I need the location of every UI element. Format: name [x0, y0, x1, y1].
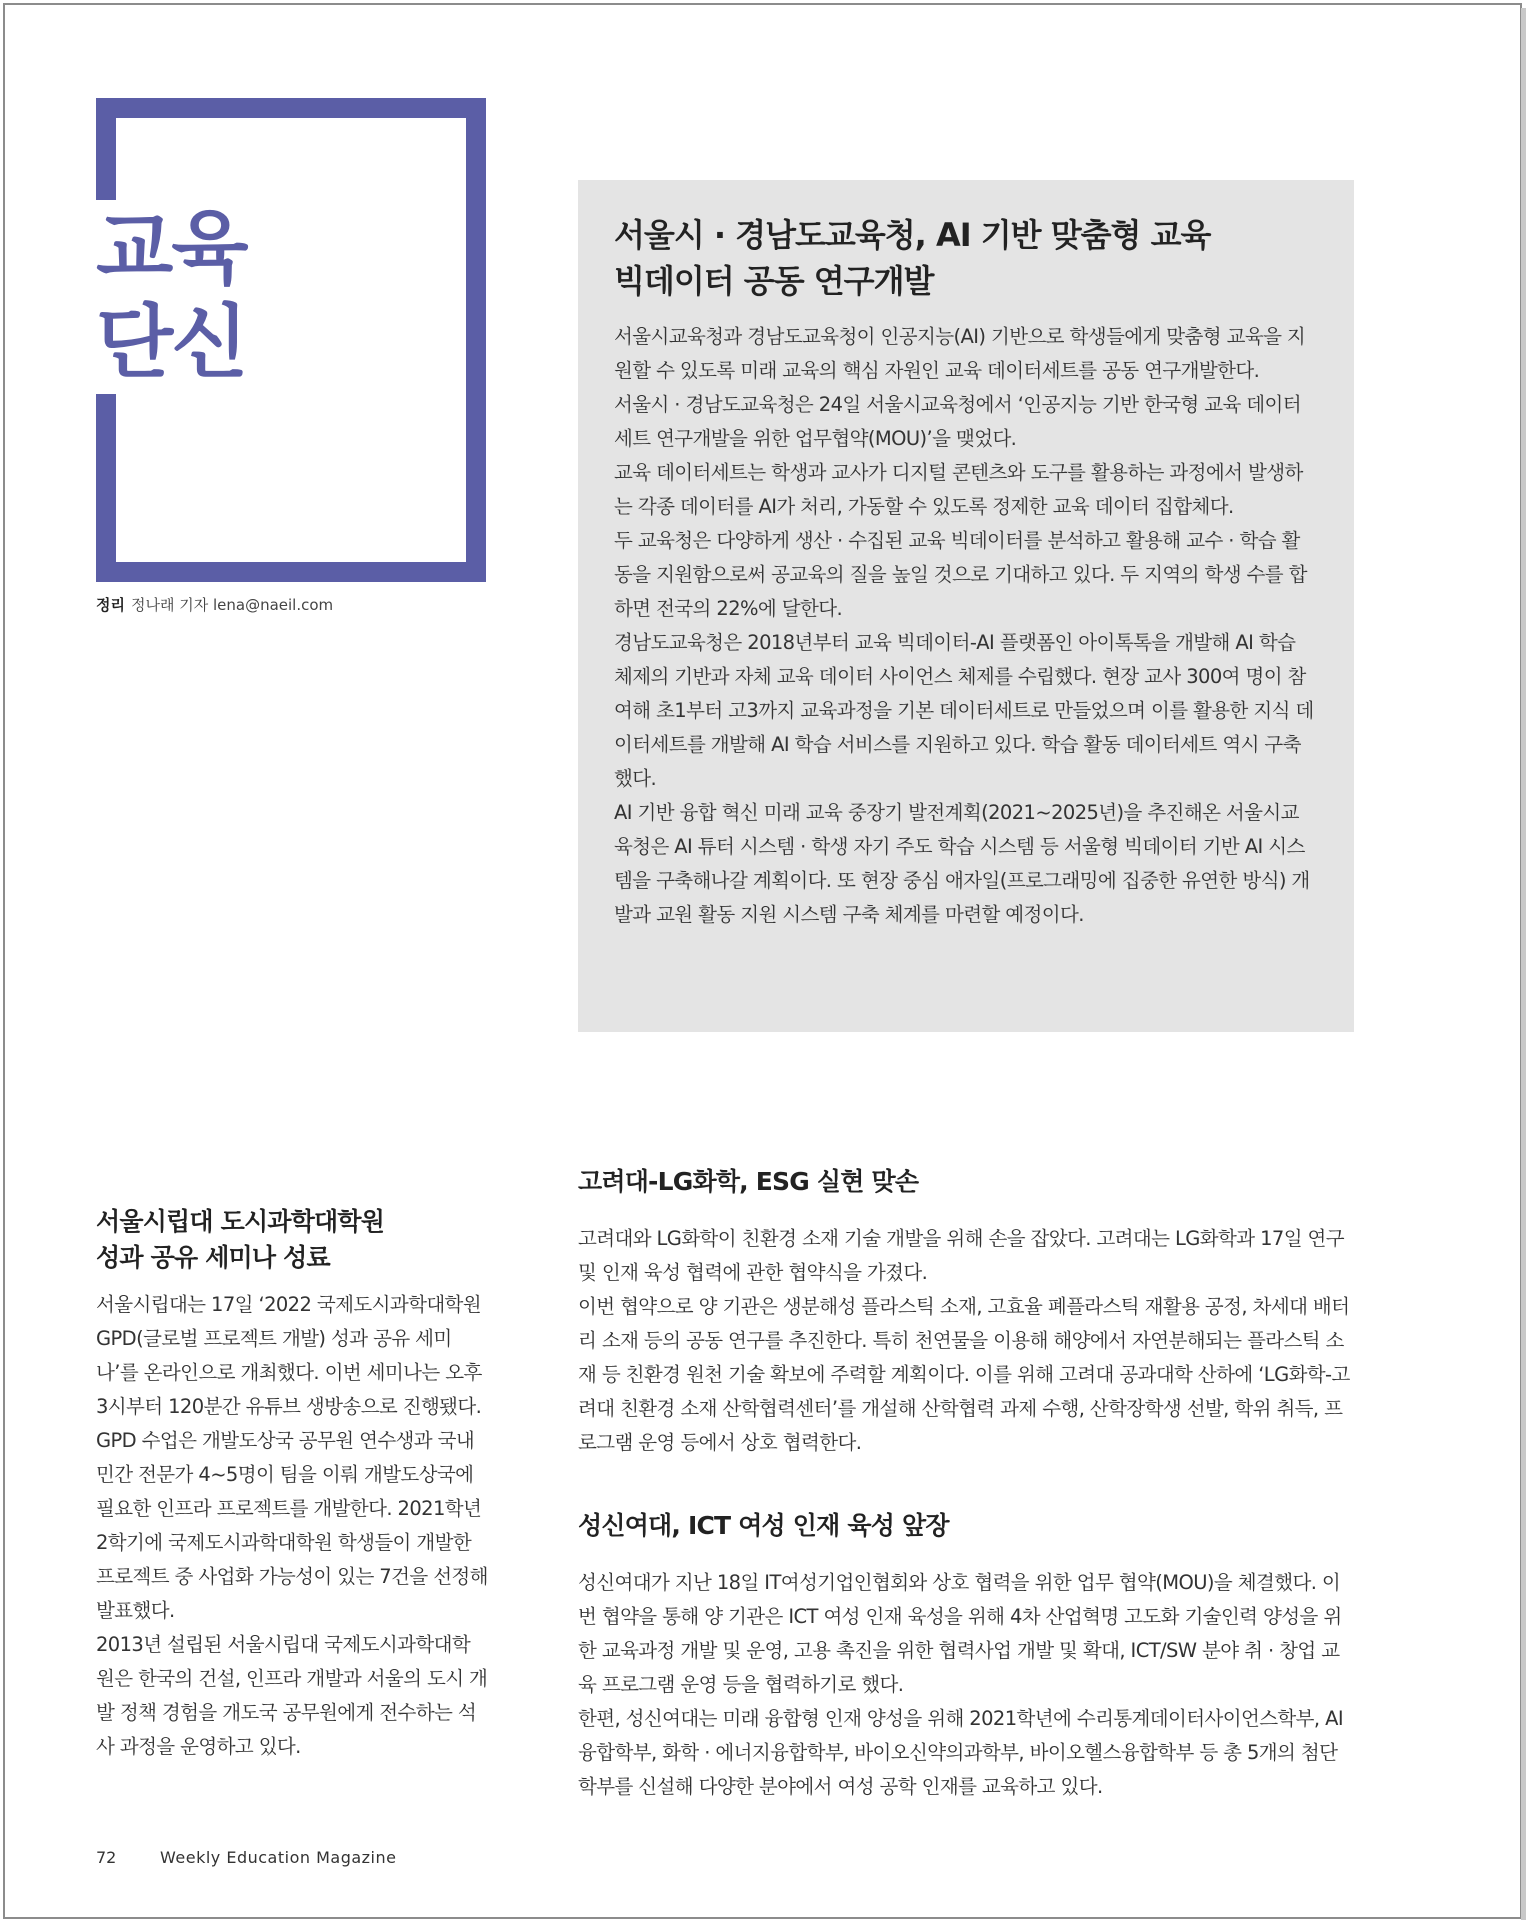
sungshin-article-body: [578, 1566, 1354, 1804]
page-shadow: [1521, 8, 1526, 1920]
magazine-name: Weekly Education Magazine: [160, 1848, 397, 1867]
main-article-paragraph: 서울시 · 경남도교육청은 24일 서울시교육청에서 ‘인공지능 기반 한국형 교육 데이터세트 연구개발을 위한 업무협약(MOU)’을 맺었다.: [614, 393, 1302, 450]
section-title-line2: 단신: [96, 296, 247, 389]
left-article-paragraph: GPD 수업은 개발도상국 공무원 연수생과 국내 민간 전문가 4~5명이 팀을 이뤄 개발도상국에 필요한 인프라 프로젝트를 개발한다. 2021학년 2학기에 국제도시과학대학원 학생들이 개발한 프로젝트 중 사업화 가능성이 있는 7건을 선정해 발표했다.: [96, 1429, 488, 1622]
main-article-body: [614, 320, 1314, 932]
korea-article-title: [578, 1164, 1354, 1200]
byline-label: 정리: [96, 596, 125, 614]
left-article-paragraph: 서울시립대는 17일 ‘2022 국제도시과학대학원 GPD(글로벌 프로젝트 개발) 성과 공유 세미나’를 온라인으로 개최했다. 이번 세미나는 오후 3시부터 120분간 유튜브 생방송으로 진행됐다.: [96, 1293, 482, 1418]
section-title: [96, 202, 247, 390]
main-article-paragraph: 서울시교육청과 경남도교육청이 인공지능(AI) 기반으로 학생들에게 맞춤형 교육을 지원할 수 있도록 미래 교육의 핵심 자원인 교육 데이터세트를 공동 연구개발한다.: [614, 325, 1306, 382]
main-article-title-line1: 서울시 · 경남도교육청, AI 기반 맞춤형 교육: [614, 216, 1211, 254]
main-article-title: [614, 212, 1314, 304]
sungshin-article-paragraph: 한편, 성신여대는 미래 융합형 인재 양성을 위해 2021학년에 수리통계데이터사이언스학부, AI융합학부, 화학 · 에너지융합학부, 바이오신약의과학부, 바이오헬스융합학부 등 총 5개의 첨단 학부를 신설해 다양한 분야에서 여성 공학 인재를 교육하고 있다.: [578, 1707, 1343, 1798]
main-article-paragraph: 경남도교육청은 2018년부터 교육 빅데이터-AI 플랫폼인 아이톡톡을 개발해 AI 학습 체제의 기반과 자체 교육 데이터 사이언스 체제를 수립했다. 현장 교사 300여 명이 참여해 초1부터 고3까지 교육과정을 기본 데이터세트로 만들었으며 이를 활용한 지식 데이터세트를 개발해 AI 학습 서비스를 지원하고 있다. 학습 활동 데이터세트 역시 구축했다.: [614, 631, 1314, 790]
sungshin-article-title-text: 성신여대, ICT 여성 인재 육성 앞장: [578, 1511, 949, 1540]
main-article-title-line2: 빅데이터 공동 연구개발: [614, 262, 934, 300]
main-article-box: [578, 180, 1354, 1032]
section-title-line1: 교육: [96, 202, 247, 295]
sungshin-article-title: [578, 1508, 1354, 1544]
korea-article-paragraph: 고려대와 LG화학이 친환경 소재 기술 개발을 위해 손을 잡았다. 고려대는 LG화학과 17일 연구 및 인재 육성 협력에 관한 협약식을 가졌다.: [578, 1227, 1345, 1284]
left-article-paragraph: 2013년 설립된 서울시립대 국제도시과학대학원은 한국의 건설, 인프라 개발과 서울의 도시 개발 정책 경험을 개도국 공무원에게 전수하는 석사 과정을 운영하고 있다.: [96, 1633, 488, 1758]
page-number: 72: [96, 1848, 117, 1867]
main-article-paragraph: AI 기반 융합 혁신 미래 교육 중장기 발전계획(2021~2025년)을 추진해온 서울시교육청은 AI 튜터 시스템 · 학생 자기 주도 학습 시스템 등 서울형 빅데이터 기반 AI 시스템을 구축해나갈 계획이다. 또 현장 중심 애자일(프로그래밍에 집중한 유연한 방식) 개발과 교원 활동 지원 시스템 구축 체계를 마련할 예정이다.: [614, 801, 1310, 926]
byline-text: 정나래 기자 lena@naeil.com: [130, 596, 334, 614]
main-article-paragraph: 교육 데이터세트는 학생과 교사가 디지털 콘텐츠와 도구를 활용하는 과정에서 발생하는 각종 데이터를 AI가 처리, 가동할 수 있도록 정제한 교육 데이터 집합체다.: [614, 461, 1303, 518]
korea-article-body: [578, 1222, 1354, 1460]
main-article-paragraph: 두 교육청은 다양하게 생산 · 수집된 교육 빅데이터를 분석하고 활용해 교수 · 학습 활동을 지원함으로써 공교육의 질을 높일 것으로 기대하고 있다. 두 지역의 학생 수를 합하면 전국의 22%에 달한다.: [614, 529, 1307, 620]
left-article-title-line2: 성과 공유 세미나 성료: [96, 1243, 330, 1272]
left-article-body: [96, 1288, 488, 1764]
korea-article-title-text: 고려대-LG화학, ESG 실현 맞손: [578, 1167, 919, 1196]
byline: [96, 594, 333, 615]
left-article-title: [96, 1204, 516, 1276]
left-article-title-line1: 서울시립대 도시과학대학원: [96, 1207, 385, 1236]
korea-article-paragraph: 이번 협약으로 양 기관은 생분해성 플라스틱 소재, 고효율 폐플라스틱 재활용 공정, 차세대 배터리 소재 등의 공동 연구를 추진한다. 특히 천연물을 이용해 해양에서 자연분해되는 플라스틱 소재 등 친환경 원천 기술 확보에 주력할 계획이다. 이를 위해 고려대 공과대학 산하에 ‘LG화학-고려대 친환경 소재 산학협력센터’를 개설해 산학협력 과제 수행, 산학장학생 선발, 학위 취득, 프로그램 운영 등에서 상호 협력한다.: [578, 1295, 1350, 1454]
sungshin-article-paragraph: 성신여대가 지난 18일 IT여성기업인협회와 상호 협력을 위한 업무 협약(MOU)을 체결했다. 이번 협약을 통해 양 기관은 ICT 여성 인재 육성을 위해 4차 산업혁명 고도화 기술인력 양성을 위한 교육과정 개발 및 운영, 고용 촉진을 위한 협력사업 개발 및 확대, ICT/SW 분야 취 · 창업 교육 프로그램 운영 등을 협력하기로 했다.: [578, 1571, 1342, 1696]
